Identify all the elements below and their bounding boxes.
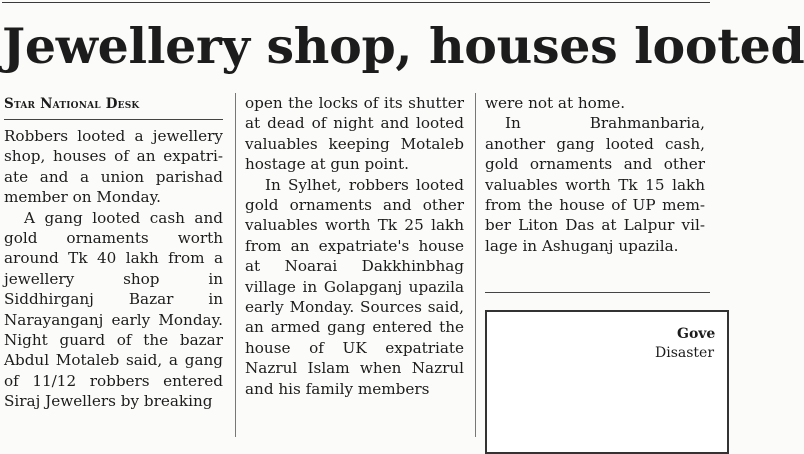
paragraph: In Brahmanbaria, another gang looted cash, gold ornaments and other valuables worth Tk 15 lakh from the house of UP member Liton Das at Lalpur village in Ashuganj upazila.: [485, 114, 705, 255]
article-end-rule: [485, 292, 710, 293]
headline: Jewellery shop, houses looted: [2, 17, 804, 75]
paragraph: were not at home.: [485, 94, 626, 112]
top-rule: [2, 2, 710, 3]
ad-subheading: Disaster: [655, 345, 715, 361]
article-column-1: [4, 93, 223, 412]
ad-heading: Gove: [677, 326, 716, 342]
paragraph: open the locks of its shutter at dead of night and looted valuables keeping Motaleb hostage at gun point.: [245, 94, 464, 174]
advertisement-box: [485, 310, 729, 454]
paragraph: A gang looted cash and gold ornaments worth around Tk 40 lakh from a jewellery shop in Siddhirganj Bazar in Narayanganj early Monday. Night guard of the bazar Abdul Motaleb said, a gang of 11/12 robbers entered Siraj Jewellers by breaking: [4, 208, 223, 411]
article-column-3: [485, 93, 705, 256]
byline: Star National Desk: [4, 93, 223, 120]
article-column-2: [245, 93, 464, 399]
paragraph: In Sylhet, robbers looted gold ornaments and other valuables worth Tk 25 lakh from an expatriate's house at Noarai Dakkhinbhag village in Golapganj upazila early Monday. Sources said, an armed gang entered the house of UK expatriate Nazrul Islam when Nazrul and his family members: [245, 175, 464, 398]
column-divider: [475, 93, 476, 437]
paragraph: Robbers looted a jewellery shop, houses of an expatriate and a union parishad member on Monday.: [4, 127, 223, 207]
column-divider: [235, 93, 236, 437]
